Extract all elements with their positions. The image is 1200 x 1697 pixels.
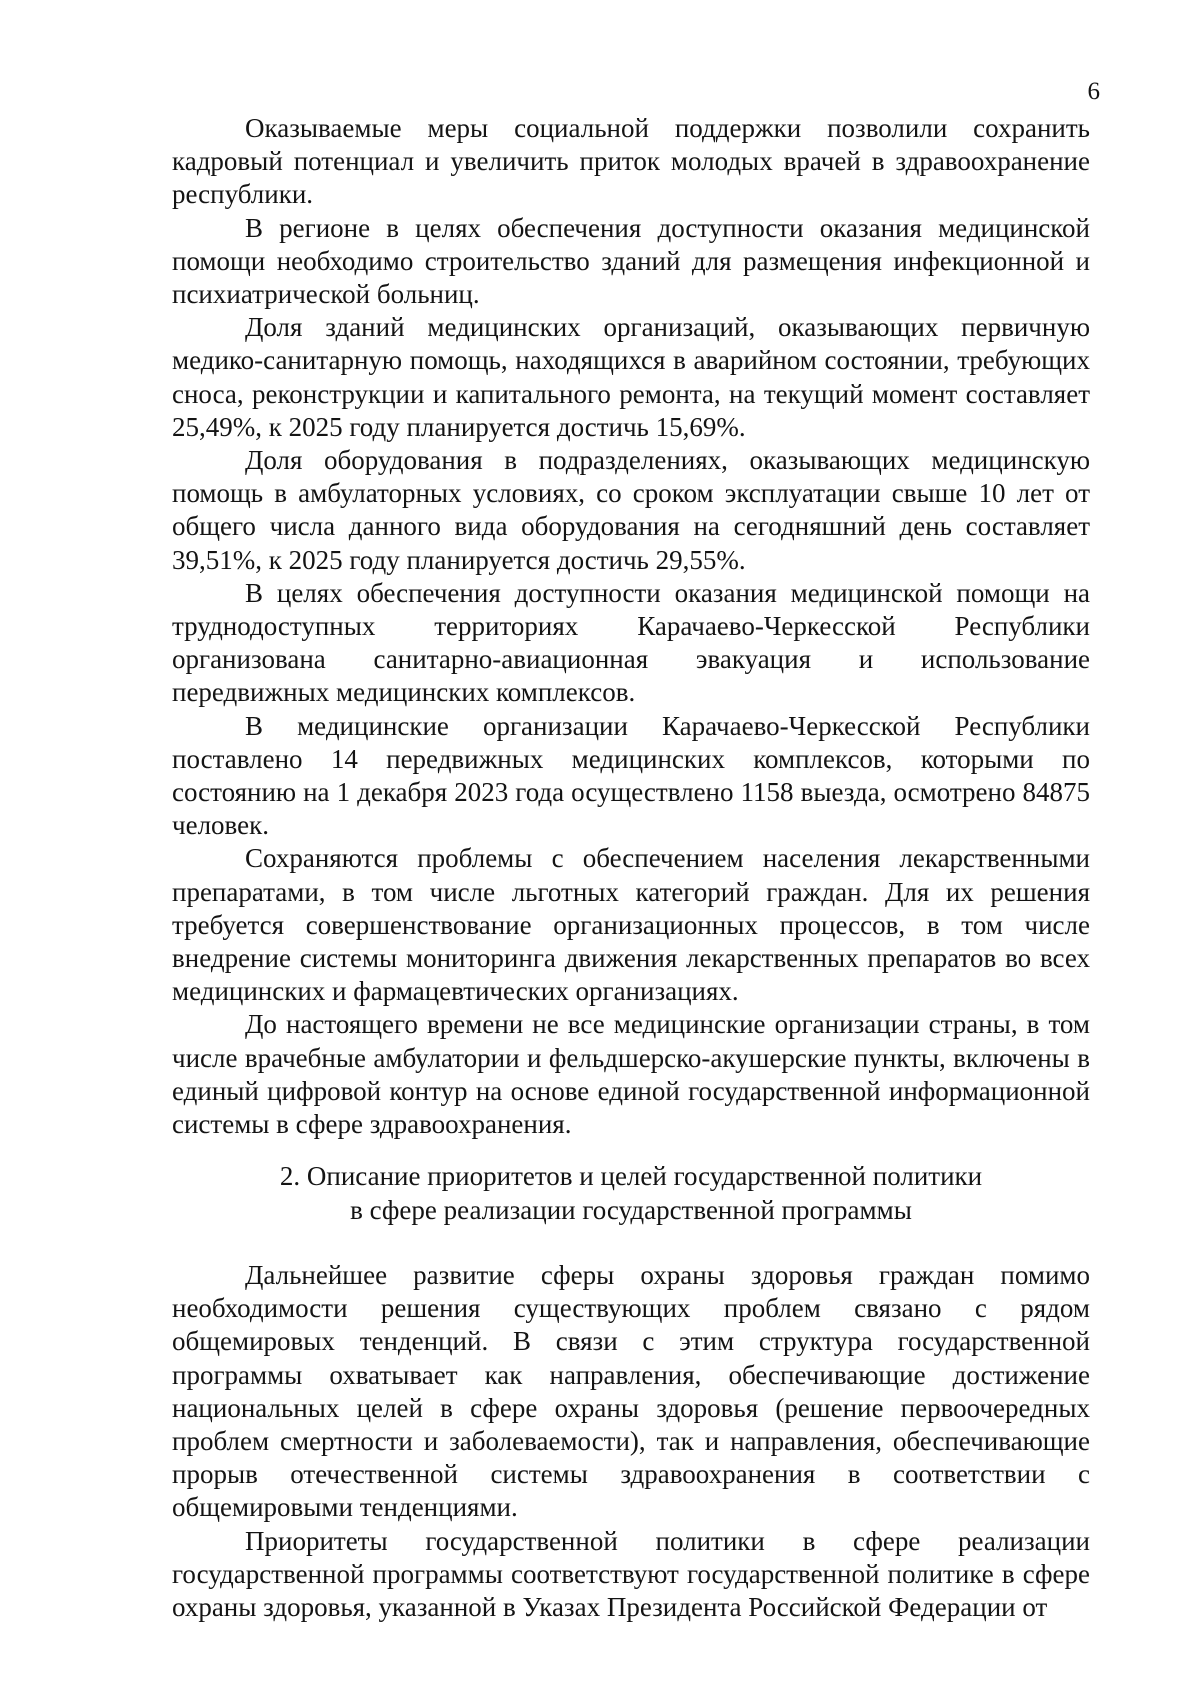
paragraph-air-evacuation: В целях обеспечения доступности оказания медицинской помощи на труднодоступных территориях Карачаево-Черкесской Республики организована санитарно-авиационная эвакуация и использование передвижных медицинских комплексов. [172,577,1090,708]
section-heading-line-2: в сфере реализации государственной программы [350,1194,912,1225]
paragraph-medicines-supply: Сохраняются проблемы с обеспечением населения лекарственными препаратами, в том числе льготных категорий граждан. Для их решения требуется совершенствование организационных процессов, в том числе внедрение системы мониторинга движения лекарственных препаратов во всех медицинских и фармацевтических организациях. [172,843,1090,1007]
paragraph-policy-priorities: Приоритеты государственной политики в сфере реализации государственной программы соответствуют государственной политике в сфере охраны здоровья, указанной в Указах Президента Российской Федерации от [172,1525,1090,1623]
page-number: 6 [1087,78,1100,105]
body-text-bottom [172,1259,1090,1624]
paragraph-hospital-construction: В регионе в целях обеспечения доступности оказания медицинской помощи необходимо строительство зданий для размещения инфекционной и психиатрической больниц. [172,212,1090,310]
paragraph-equipment-share: Доля оборудования в подразделениях, оказывающих медицинскую помощь в амбулаторных условиях, со сроком эксплуатации свыше 10 лет от общего числа данного вида оборудования на сегодняшний день составляет 39,51%, к 2025 году планируется достичь 29,55%. [172,445,1090,575]
body-text-top [172,112,1090,1141]
paragraph-staff-support: Оказываемые меры социальной поддержки позволили сохранить кадровый потенциал и увеличить приток молодых врачей в здравоохранение республики. [172,113,1090,210]
paragraph-mobile-complexes: В медицинские организации Карачаево-Черкесской Республики поставлено 14 передвижных медицинских комплексов, которыми по состоянию на 1 декабря 2023 года осуществлено 1158 выезда, осмотрено 84875 человек. [172,710,1090,841]
section-heading [172,1160,1090,1227]
paragraph-digital-contour: До настоящего времени не все медицинские организации страны, в том числе врачебные амбулатории и фельдшерско-акушерские пункты, включены в единый цифровой контур на основе единой государственной информационной системы в сфере здравоохранения. [172,1009,1090,1140]
section-heading-line-1: 2. Описание приоритетов и целей государственной политики [279,1161,983,1191]
paragraph-buildings-share: Доля зданий медицинских организаций, оказывающих первичную медико-санитарную помощь, находящихся в аварийном состоянии, требующих сноса, реконструкции и капитального ремонта, на текущий момент составляет 25,49%, к 2025 году планируется достичь 15,69%. [172,312,1090,442]
paragraph-global-trends: Дальнейшее развитие сферы охраны здоровья граждан помимо необходимости решения существующих проблем связано с рядом общемировых тенденций. В связи с этим структура государственной программы охватывает как направления, обеспечивающие достижение национальных целей в сфере охраны здоровья (решение первоочередных проблем смертности и заболеваемости), так и направления, обеспечивающие прорыв отечественной системы здравоохранения в соответствии с общемировыми тенденциями. [172,1260,1090,1523]
